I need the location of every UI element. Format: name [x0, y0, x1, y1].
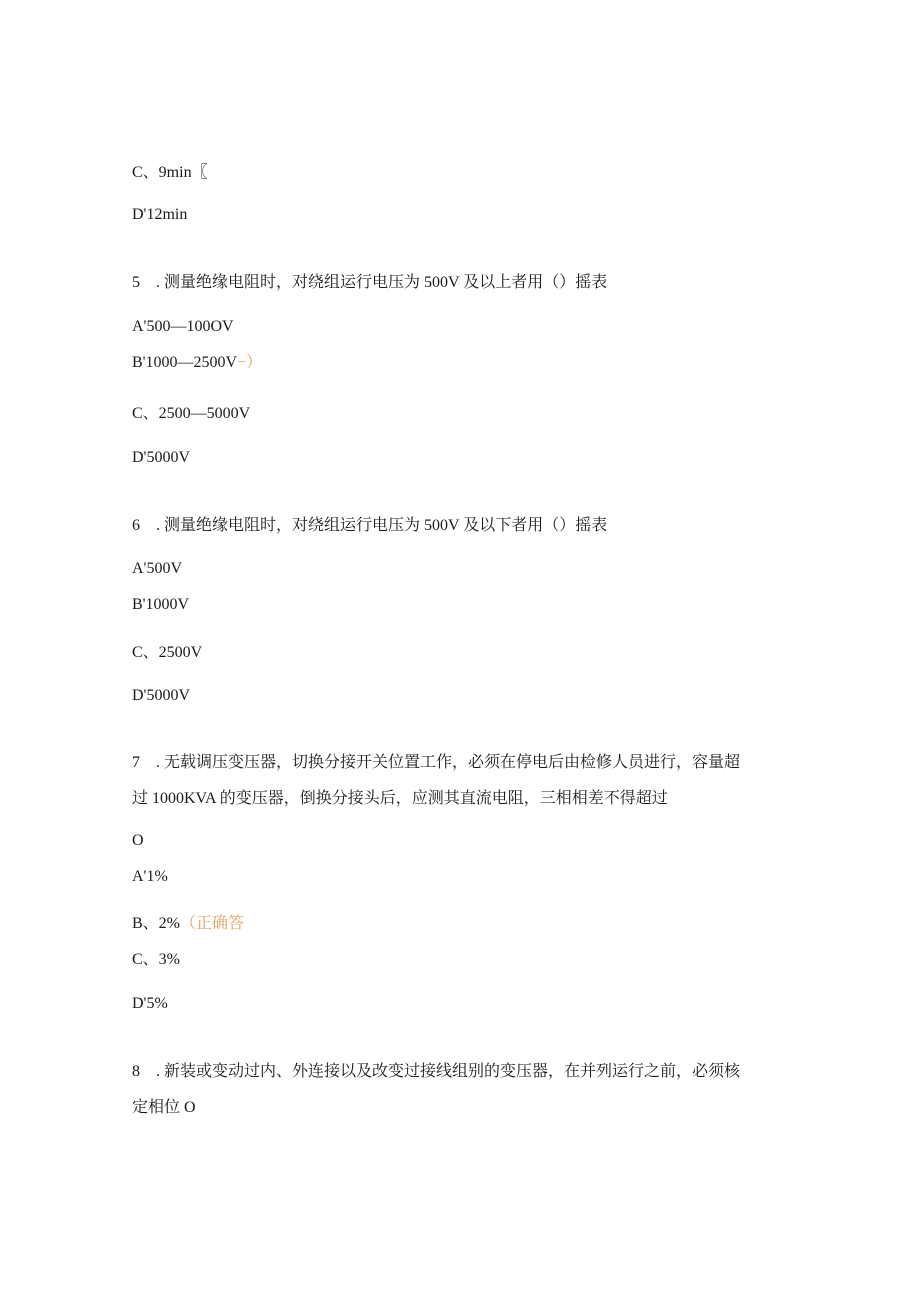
option-d-q7: D'5% [132, 995, 168, 1012]
option-b-q6: B'1000V [132, 596, 190, 613]
option-c-q5: C、2500—5000V [132, 405, 251, 422]
answer-hint: −） [237, 354, 263, 371]
question-5 [132, 273, 607, 293]
question-7 [132, 753, 740, 773]
question-number: 6 [132, 517, 140, 534]
answer-hint: （正确答 [180, 915, 245, 932]
question-7-blank: O [132, 832, 144, 849]
option-a-q5: A'500—100OV [132, 318, 234, 335]
option-a-q7: A'1% [132, 868, 168, 885]
option-c-q4: C、9min〖 [132, 164, 208, 181]
question-number: 8 [132, 1063, 140, 1080]
option-b-q5: B'1000—2500V−） [132, 354, 263, 371]
question-8-continued: 定相位 O [132, 1099, 196, 1116]
question-text: . 新装或变动过内、外连接以及改变过接线组别的变压器，在并列运行之前，必须核 [156, 1063, 741, 1080]
question-7-continued: 过 1000KVA 的变压器，倒换分接头后，应测其直流电阻，三相相差不得超过 [132, 790, 668, 807]
question-6 [132, 516, 607, 536]
question-text: . 测量绝缘电阻时，对绕组运行电压为 500V 及以上者用（）摇表 [156, 274, 608, 291]
question-text: . 无载调压变压器，切换分接开关位置工作，必须在停电后由检修人员进行，容量超 [156, 754, 741, 771]
question-number: 5 [132, 274, 140, 291]
question-text: . 测量绝缘电阻时，对绕组运行电压为 500V 及以下者用（）摇表 [156, 517, 608, 534]
option-a-q6: A'500V [132, 560, 182, 577]
option-b-q7: B、2%（正确答 [132, 915, 245, 932]
question-number: 7 [132, 754, 140, 771]
option-c-q6: C、2500V [132, 644, 203, 661]
option-d-q5: D'5000V [132, 449, 190, 466]
option-d-q6: D'5000V [132, 687, 190, 704]
question-8 [132, 1062, 740, 1082]
option-d-q4: D'12min [132, 206, 188, 223]
option-c-q7: C、3% [132, 951, 181, 968]
